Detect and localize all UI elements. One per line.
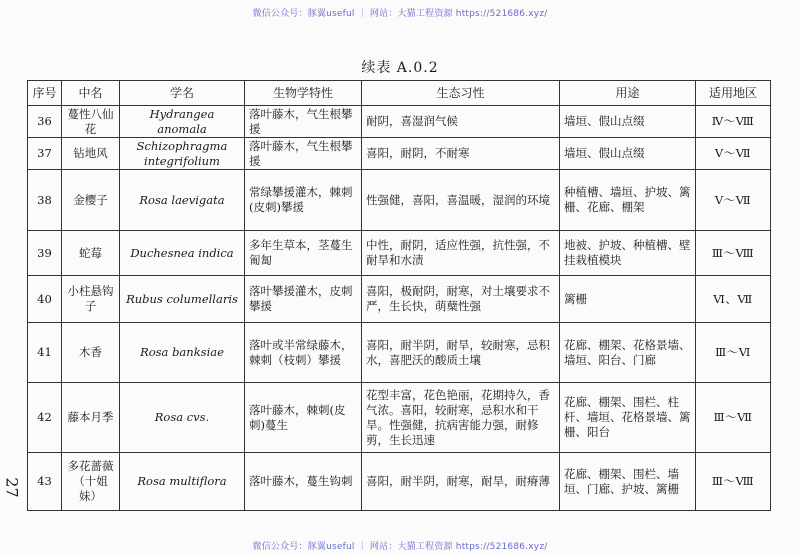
cell-no: 38 bbox=[28, 170, 62, 231]
cell-usage: 篱栅 bbox=[560, 276, 696, 323]
cell-biological: 常绿攀援灌木，棘刺(皮刺)攀援 bbox=[245, 170, 362, 231]
cell-usage: 花廊、棚架、围栏、墙垣、门廊、护坡、篱栅 bbox=[560, 453, 696, 511]
table-row bbox=[28, 453, 771, 511]
cell-region: Ⅴ～Ⅶ bbox=[696, 138, 771, 170]
header-biological: 生物学特性 bbox=[245, 81, 362, 106]
cell-ecological: 喜阳，耐阴，不耐寒 bbox=[362, 138, 560, 170]
page-number: 27 bbox=[2, 477, 22, 498]
cell-cn-name: 蛇莓 bbox=[62, 231, 120, 276]
cell-ecological: 中性，耐阴，适应性强，抗性强，不耐旱和水渍 bbox=[362, 231, 560, 276]
cell-ecological: 花型丰富，花色艳丽，花期持久，香气浓。喜阳，较耐寒，忌积水和干旱。性强健，抗病害能力强，耐修剪，生长迅速 bbox=[362, 383, 560, 453]
cell-cn-name: 金樱子 bbox=[62, 170, 120, 231]
table-caption: 续表 A.0.2 bbox=[361, 60, 439, 76]
cell-biological: 落叶藤木，气生根攀援 bbox=[245, 138, 362, 170]
cell-ecological: 喜阳，极耐阴，耐寒，对土壤要求不严，生长快，萌蘖性强 bbox=[362, 276, 560, 323]
cell-latin-name: Rubus columellaris bbox=[120, 276, 245, 323]
cell-latin-name: Rosa multiflora bbox=[120, 453, 245, 511]
cell-region: Ⅳ～Ⅷ bbox=[696, 106, 771, 138]
cell-usage: 种植槽、墙垣、护坡、篱栅、花廊、棚架 bbox=[560, 170, 696, 231]
cell-region: Ⅲ～Ⅶ bbox=[696, 383, 771, 453]
table-row bbox=[28, 276, 771, 323]
cell-usage: 墙垣、假山点缀 bbox=[560, 106, 696, 138]
cell-region: Ⅵ、Ⅶ bbox=[696, 276, 771, 323]
header-region: 适用地区 bbox=[696, 81, 771, 106]
cell-biological: 落叶藤木，蔓生钩刺 bbox=[245, 453, 362, 511]
watermark-bottom: 微信公众号：豚翼useful ｜ 网站：大猫工程资源 https://521686.xyz/ bbox=[252, 542, 548, 552]
cell-usage: 地被、护坡、种植槽、壁挂栽植模块 bbox=[560, 231, 696, 276]
cell-no: 43 bbox=[28, 453, 62, 511]
table-row bbox=[28, 170, 771, 231]
header-cn-name: 中名 bbox=[62, 81, 120, 106]
cell-latin-name: Rosa banksiae bbox=[120, 323, 245, 383]
header-ecological: 生态习性 bbox=[362, 81, 560, 106]
cell-biological: 落叶藤木，气生根攀援 bbox=[245, 106, 362, 138]
cell-latin-name: Rosa cvs. bbox=[120, 383, 245, 453]
table-row bbox=[28, 138, 771, 170]
cell-ecological: 耐阴，喜湿润气候 bbox=[362, 106, 560, 138]
cell-cn-name: 小柱悬钩子 bbox=[62, 276, 120, 323]
cell-latin-name: Rosa laevigata bbox=[120, 170, 245, 231]
header-usage: 用途 bbox=[560, 81, 696, 106]
table-row bbox=[28, 323, 771, 383]
cell-ecological: 性强健，喜阳，喜温暖，湿润的环境 bbox=[362, 170, 560, 231]
cell-cn-name: 藤本月季 bbox=[62, 383, 120, 453]
cell-region: Ⅲ～Ⅵ bbox=[696, 323, 771, 383]
cell-latin-name: Schizophragma integrifolium bbox=[120, 138, 245, 170]
cell-no: 41 bbox=[28, 323, 62, 383]
cell-biological: 多年生草本，茎蔓生匍匐 bbox=[245, 231, 362, 276]
cell-no: 42 bbox=[28, 383, 62, 453]
table-row bbox=[28, 106, 771, 138]
cell-cn-name: 木香 bbox=[62, 323, 120, 383]
cell-region: Ⅴ～Ⅶ bbox=[696, 170, 771, 231]
cell-cn-name: 多花蔷薇（十姐妹） bbox=[62, 453, 120, 511]
cell-ecological: 喜阳，耐半阴，耐寒，耐旱，耐瘠薄 bbox=[362, 453, 560, 511]
cell-no: 39 bbox=[28, 231, 62, 276]
cell-cn-name: 钻地风 bbox=[62, 138, 120, 170]
cell-no: 36 bbox=[28, 106, 62, 138]
cell-biological: 落叶藤木，棘刺(皮刺)蔓生 bbox=[245, 383, 362, 453]
cell-region: Ⅲ～Ⅷ bbox=[696, 453, 771, 511]
table-header-row bbox=[28, 81, 771, 106]
watermark-top: 微信公众号：豚翼useful ｜ 网站：大猫工程资源 https://521686.xyz/ bbox=[252, 9, 548, 19]
cell-latin-name: Duchesnea indica bbox=[120, 231, 245, 276]
cell-cn-name: 蔓性八仙花 bbox=[62, 106, 120, 138]
cell-region: Ⅲ～Ⅷ bbox=[696, 231, 771, 276]
cell-biological: 落叶攀援灌木，皮刺攀援 bbox=[245, 276, 362, 323]
cell-usage: 花廊、棚架、围栏、柱杆、墙垣、花格景墙、篱栅、阳台 bbox=[560, 383, 696, 453]
header-latin-name: 学名 bbox=[120, 81, 245, 106]
plant-table bbox=[27, 80, 771, 511]
cell-no: 37 bbox=[28, 138, 62, 170]
cell-usage: 墙垣、假山点缀 bbox=[560, 138, 696, 170]
table-row bbox=[28, 231, 771, 276]
cell-biological: 落叶或半常绿藤木，棘刺（枝刺）攀援 bbox=[245, 323, 362, 383]
table-row bbox=[28, 383, 771, 453]
cell-ecological: 喜阳，耐半阴，耐旱，较耐寒，忌积水，喜肥沃的酸质土壤 bbox=[362, 323, 560, 383]
cell-no: 40 bbox=[28, 276, 62, 323]
cell-usage: 花廊、棚架、花格景墙、墙垣、阳台、门廊 bbox=[560, 323, 696, 383]
header-no: 序号 bbox=[28, 81, 62, 106]
cell-latin-name: Hydrangea anomala bbox=[120, 106, 245, 138]
